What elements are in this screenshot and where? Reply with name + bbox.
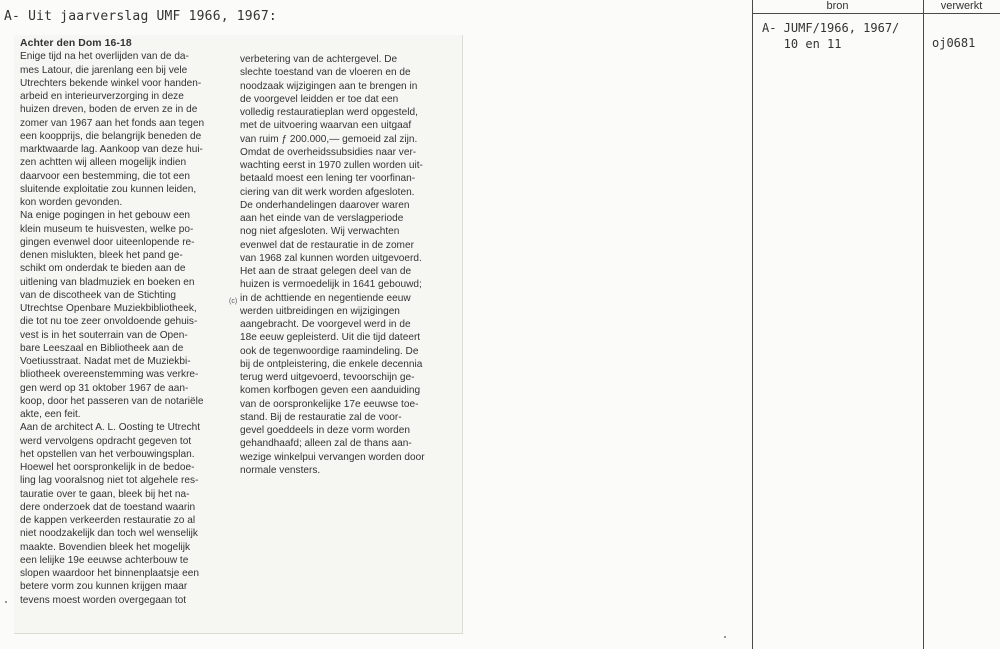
clipping-line: gen werd op 31 oktober 1967 de aan- [20, 382, 189, 394]
clipping-line: uitlening van bladmuziek en boeken en [20, 276, 195, 288]
clipping-line: bliotheek overeenstemming was verkre- [20, 369, 199, 381]
clipping-line: huizen dreven, boden de erven ze in de [20, 104, 198, 116]
clipping-paragraph [20, 50, 222, 209]
clipping-line: klein museum te huisvesten, welke po- [20, 223, 194, 235]
clipping-line: mes Latour, die jarenlang een bij vele [20, 64, 188, 76]
clipping-line: wachting eerst in 1970 zullen worden uit- [240, 160, 423, 171]
clipping-line: Aan de architect A. L. Oosting te Utrecht [20, 422, 201, 434]
clipping-line: schikt om onderdak te bieden aan de [20, 263, 186, 275]
clipping-line: gehandhaafd; alleen zal de thans aan- [240, 438, 412, 450]
bron-entry-line: 10 en 11 [762, 37, 842, 51]
clipping-line: terug werd uitgevoerd, tevoorschijn ge- [240, 372, 415, 383]
clipping-paragraph [20, 209, 222, 421]
clipping-line: gevel goeddeels in deze vorm worden [240, 425, 411, 436]
clipping-line: werd vervolgens opdracht gegeven tot [20, 435, 192, 447]
clipping-line: Utrechtse Openbare Muziekbibliotheek, [20, 303, 197, 314]
clipping-line: in de achttiende en negentiende eeuw [240, 292, 411, 304]
clipping-line: betere vorm zou kunnen krijgen maar [20, 581, 188, 593]
clipping-line: niet noodzakelijk dan toch wel wenselijk [20, 528, 198, 540]
clipping-line: arbeid en interieurverzorging in deze [20, 91, 184, 102]
clipping-line: werden uitbreidingen en wijzigingen [240, 305, 400, 317]
clipping-line: aangebracht. De voorgevel werd in de [240, 319, 411, 330]
clipping-line: wezige winkelpui vervangen worden door [240, 451, 425, 463]
clipping-line: zomer van 1967 aan het fonds aan tegen [20, 117, 205, 129]
clipping-line: sluitende exploitatie zou kunnen leiden, [20, 183, 197, 195]
clipping-line: akte, een feit. [20, 409, 81, 420]
clipping-column-right [240, 53, 442, 477]
clipping-line: huizen is vermoedelijk in 1641 gebouwd; [240, 279, 422, 291]
clipping-line: Enige tijd na het overlijden van de da- [20, 51, 189, 63]
header-rule [752, 13, 1000, 14]
margin-note: (c) [229, 298, 238, 305]
clipping-line: ook de tegenwoordige raamindeling. De [240, 345, 419, 357]
stray-dot [5, 601, 7, 603]
clipping-line: de voorgevel leidden er toe dat een [240, 93, 399, 105]
clipping-line: kon worden gevonden. [20, 197, 123, 208]
clipping-title: Achter den Dom 16-18 [20, 38, 132, 49]
document-heading: A- Uit jaarverslag UMF 1966, 1967: [4, 9, 277, 24]
clipping-line: gingen evenwel door uiteenlopende re- [20, 236, 195, 248]
clipping-line: Omdat de overheidssubsidies naar ver- [240, 146, 417, 158]
clipping-line: aan het einde van de verslagperiode [240, 213, 404, 224]
clipping-line: Utrechters bekende winkel voor handen- [20, 77, 202, 89]
verwerkt-column-header: verwerkt [940, 0, 983, 12]
clipping-line: van 1968 zal kunnen worden uitgevoerd. [240, 252, 422, 264]
clipping-line: marktwaarde lag. Aankoop van deze hui- [20, 144, 203, 155]
clipping-line: van ruim ƒ 200.000,— gemoeid zal zijn. [240, 133, 418, 145]
clipping-line: noodzaak wijzigingen aan te brengen in [240, 80, 418, 92]
bron-entry [762, 20, 899, 52]
clipping-line: bij de ontpleistering, die enkele decennia [240, 358, 423, 370]
clipping-line: komen korfbogen geven een aanduiding [240, 385, 421, 397]
clipping-line: tauratie over te gaan, bleek bij het na- [20, 488, 190, 500]
clipping-line: tevens moest worden overgegaan tot [20, 594, 187, 606]
clipping-line: slopen waardoor het binnenplaatsje een [20, 568, 200, 579]
clipping-line: Hoewel het oorspronkelijk in de bedoe- [20, 462, 195, 473]
clipping-line: Voetiusstraat. Nadat met de Muziekbi- [20, 356, 191, 367]
clipping-line: het opstellen van het verbouwingsplan. [20, 448, 195, 460]
clipping-paragraph [240, 53, 442, 477]
clipping-line: Het aan de straat gelegen deel van de [240, 266, 412, 277]
clipping-line: maakte. Bovendien bleek het mogelijk [20, 541, 191, 553]
clipping-line: koop, door het passeren van de notariële [20, 395, 204, 407]
clipping-line: stand. Bij de restauratie zal de voor- [240, 411, 402, 423]
clipping-paragraph [20, 421, 222, 607]
clipping-line: zen achtten wij alleen mogelijk indien [20, 157, 187, 169]
clipping-line: nog niet afgesloten. Wij verwachten [240, 226, 400, 238]
clipping-line: dere onderzoek dat de toestand waarin [20, 501, 196, 513]
clipping-line: ling lag vooralsnog niet tot algehele res- [20, 475, 199, 487]
clipping-line: een lelijke 19e eeuwse achterbouw te [20, 554, 189, 566]
clipping-line: met de uitvoering waarvan een uitgaaf [240, 120, 412, 132]
clipping-line: 18e eeuw gepleisterd. Uit die tijd dateert [240, 332, 421, 344]
clipping-line: normale vensters. [240, 464, 321, 476]
clipping-line: de kappen verkeerden restauratie zo al [20, 515, 196, 526]
clipping-line: De onderhandelingen daarover waren [240, 199, 410, 211]
clipping-line: slechte toestand van de vloeren en de [240, 67, 411, 79]
clipping-line: Na enige pogingen in het gebouw een [20, 210, 191, 222]
stray-dot [724, 636, 726, 638]
clipping-line: evenwel dat de restauratie in de zomer [240, 239, 414, 251]
clipping-line: volledig restauratieplan werd opgesteld, [240, 107, 418, 118]
clipping-column-left [20, 37, 222, 607]
verwerkt-entry: oj0681 [932, 36, 976, 50]
bron-column-header: bron [826, 0, 849, 12]
clipping-line: verbetering van de achtergevel. De [240, 54, 398, 65]
bron-entry-line: A- JUMF/1966, 1967/ [762, 21, 900, 35]
clipping-line: bare Leeszaal en Bibliotheek aan de [20, 342, 184, 354]
clipping-line: die tot nu toe zeer onvoldoende gehuis- [20, 316, 198, 328]
clipping-line: ciering van dit werk worden afgesloten. [240, 186, 415, 198]
clipping-line: daarvoor een bestemming, die tot een [20, 170, 191, 182]
clipping-line: van de oorspronkelijke 17e eeuwse toe- [240, 398, 419, 410]
column-divider-verwerkt [923, 0, 924, 649]
clipping-line: een koopprijs, die belangrijk beneden de [20, 130, 202, 142]
clipping-line: vest is in het souterrain van de Open- [20, 329, 188, 341]
clipping-line: van de discotheek van de Stichting [20, 289, 176, 301]
column-divider-bron [752, 0, 753, 649]
clipping-line: betaald moest een lening ter voorfinan- [240, 173, 416, 185]
clipping-line: denen mislukten, bleek het pand ge- [20, 250, 183, 261]
